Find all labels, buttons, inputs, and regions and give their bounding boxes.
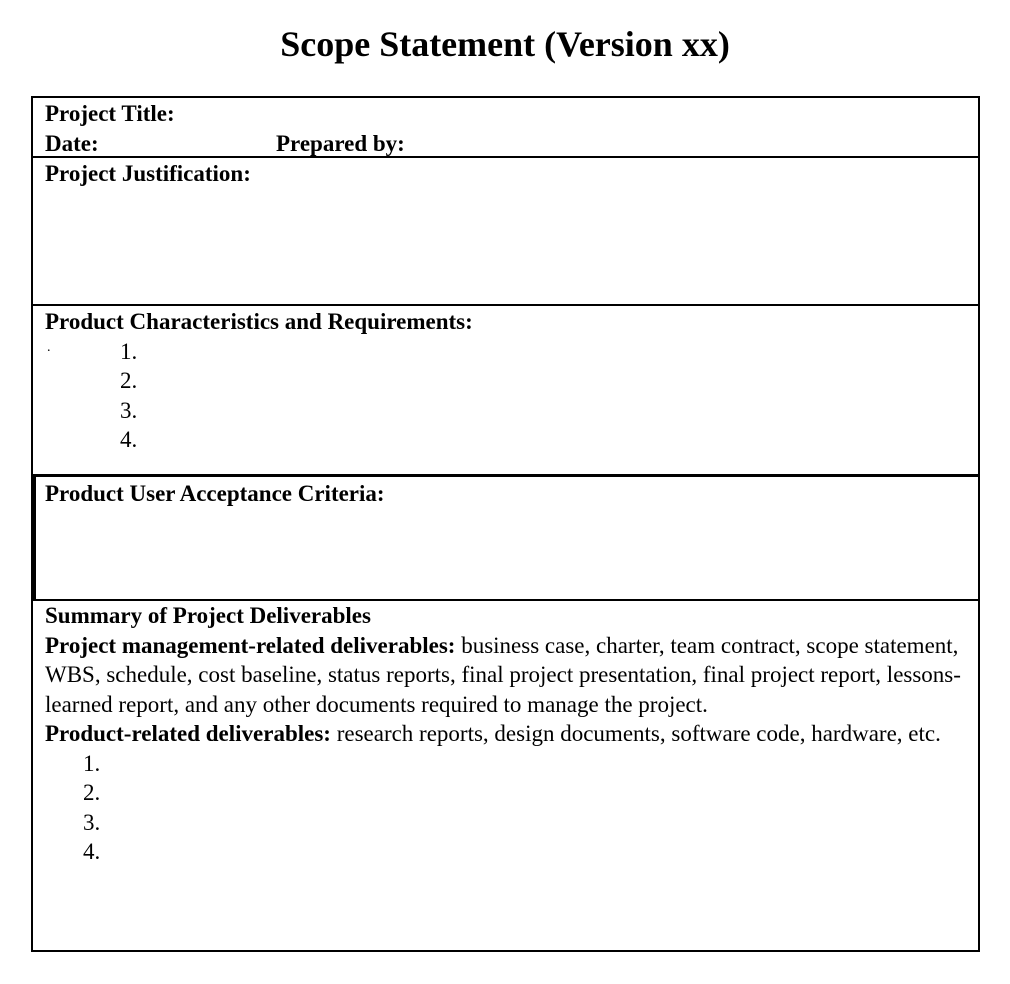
project-title-label: Project Title: [45,101,175,126]
list-item: 4. [120,427,138,452]
pm-deliverables-text: business case, charter, team contract, scope statement, WBS, schedule, cost baseline, status reports, final project presentation, final project report, lessons-learned report, and any other documents required to manage the project. [45,632,961,717]
list-item: 1. [120,338,138,364]
pm-deliverables-paragraph [45,631,964,720]
list-item: 2. [120,368,138,393]
document-title: Scope Statement (Version xx) [280,24,730,64]
list-item: 3. [83,809,101,835]
product-deliverables-label: Product-related deliverables: [45,721,331,746]
deliverables-section [33,601,978,867]
pm-deliverables-label: Project management-related deliverables: [45,632,456,658]
product-deliverables-paragraph [45,719,964,749]
product-deliverables-text: research reports, design documents, software code, hardware, etc. [330,721,941,746]
header-section [33,99,978,158]
acceptance-label: Product User Acceptance Criteria: [45,481,385,506]
scope-statement-form [31,96,980,952]
characteristics-list [45,337,978,455]
characteristics-label: Product Characteristics and Requirements: [45,309,473,334]
justification-label: Project Justification: [45,161,251,186]
divider [33,304,978,306]
acceptance-section [33,479,978,509]
list-item: 3. [120,397,138,423]
deliverables-list [45,749,964,867]
stray-mark: . [47,340,51,355]
divider [33,156,978,158]
date-label: Date: [45,130,99,156]
list-item: 4. [83,839,101,864]
list-item: 2. [83,780,101,805]
date-row [45,129,978,159]
deliverables-label: Summary of Project Deliverables [45,603,371,628]
divider [33,474,978,477]
list-item: 1. [83,750,101,776]
characteristics-section [33,307,978,455]
prepared-by-label: Prepared by: [276,130,405,156]
